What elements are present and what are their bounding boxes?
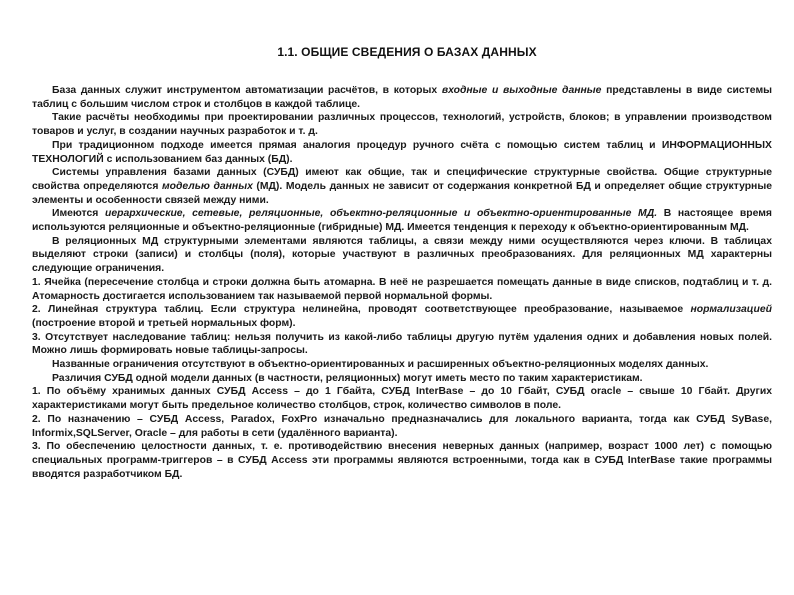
paragraph-6: В реляционных МД структурными элементами являются таблицы, а связи между ними осуществляются через ключи. В таблицах выделяют строки (записи) и столбцы (поля), которые участвуют в различных преобразованиях. Для реляционных МД характерны следующие ограничения. xyxy=(32,235,772,275)
paragraph-4 xyxy=(32,166,772,207)
list-item-6: 3. По обеспечению целостности данных, т. е. противодействию внесения неверных данных (например, возраст 1000 лет) с помощью специальных программ-триггеров – в СУБД Access эти программы являются встроенными, тогда как в СУБД InterBase такие программы вводятся разработчиком БД. xyxy=(32,441,772,480)
list-item-2-text: 2. Линейная структура таблиц. Если структура нелинейна, проводят соответствующее преобразование, называемое xyxy=(32,304,691,316)
paragraph-5 xyxy=(32,207,772,234)
paragraph-1-text: База данных служит инструментом автоматизации расчётов, в которых xyxy=(52,85,442,96)
paragraph-5-italic: иерархические, сетевые, реляционные, объектно-реляционные и объектно-ориентированные МД. xyxy=(104,208,658,220)
list-item-2 xyxy=(32,303,772,330)
paragraph-1 xyxy=(32,84,772,111)
list-item-3: 3. Отсутствует наследование таблиц: нельзя получить из какой-либо таблицы другую путём удаления одних и добавления новых полей. Можно лишь формировать новые таблицы-запросы. xyxy=(32,331,772,357)
paragraph-4-italic: моделью данных xyxy=(161,180,253,192)
paragraph-4-text: Системы управления базами данных (СУБД) имеют как общие, так и специфические структурные свойства. Общие структурные свойства определяются xyxy=(32,167,772,192)
paragraph-1-italic: входные и выходные данные xyxy=(441,85,602,96)
list-item-5: 2. По назначению – СУБД Access, Paradox, FoxPro изначально предназначались для локального варианта, тогда как СУБД SyBase, Informix,SQLServer, Oracle – для работы в сети (удалённого варианта). xyxy=(32,413,772,439)
list-item-2-italic: нормализацией xyxy=(690,304,772,316)
document-body xyxy=(32,84,772,481)
paragraph-5-text: Имеются xyxy=(52,208,105,220)
paragraph-8: Различия СУБД одной модели данных (в частности, реляционных) могут иметь место по таким характеристикам. xyxy=(52,372,643,384)
page-title: 1.1. ОБЩИЕ СВЕДЕНИЯ О БАЗАХ ДАННЫХ xyxy=(277,45,537,59)
paragraph-3: При традиционном подходе имеется прямая аналогия процедур ручного счёта с помощью систем таблиц и ИНФОРМАЦИОННЫХ ТЕХНОЛОГИЙ с использованием баз данных (БД). xyxy=(32,139,772,165)
paragraph-1-text-end: представлены в виде системы таблиц с большим числом строк и столбцов в каждой таблице. xyxy=(32,85,772,110)
paragraph-7: Названные ограничения отсутствуют в объектно-ориентированных и расширенных объектно-реляционных моделях данных. xyxy=(52,359,709,371)
list-item-2-text-end: (построение второй и третьей нормальных форм). xyxy=(32,317,296,329)
list-item-4: 1. По объёму хранимых данных СУБД Access – до 1 Гбайта, СУБД InterBase – до 10 Гбайт, СУБД oracle – свыше 10 Гбайт. Других характеристиками могут быть предельное количество столбцов, строк, количество символов в поле. xyxy=(32,386,772,412)
paragraph-2: Такие расчёты необходимы при проектировании различных процессов, технологий, устройств, блоков; в управлении производством товаров и услуг, в создании научных разработок и т. д. xyxy=(32,112,772,138)
list-item-1: 1. Ячейка (пересечение столбца и строки должна быть атомарна. В неё не разрешается помещать данные в виде списков, подтаблиц и т. д. Атомарность достигается использованием так называемой первой нормальной формы. xyxy=(32,276,772,302)
paragraph-5-text-end: В настоящее время используются реляционные и объектно-реляционные (гибридные) МД. Имеется тенденция к переходу к объектно-ориентированным МД. xyxy=(32,208,772,234)
paragraph-4-text-end: (МД). Модель данных не зависит от содержания конкретной БД и определяет общие структурные элементы и особенности связей между ними. xyxy=(32,180,772,206)
